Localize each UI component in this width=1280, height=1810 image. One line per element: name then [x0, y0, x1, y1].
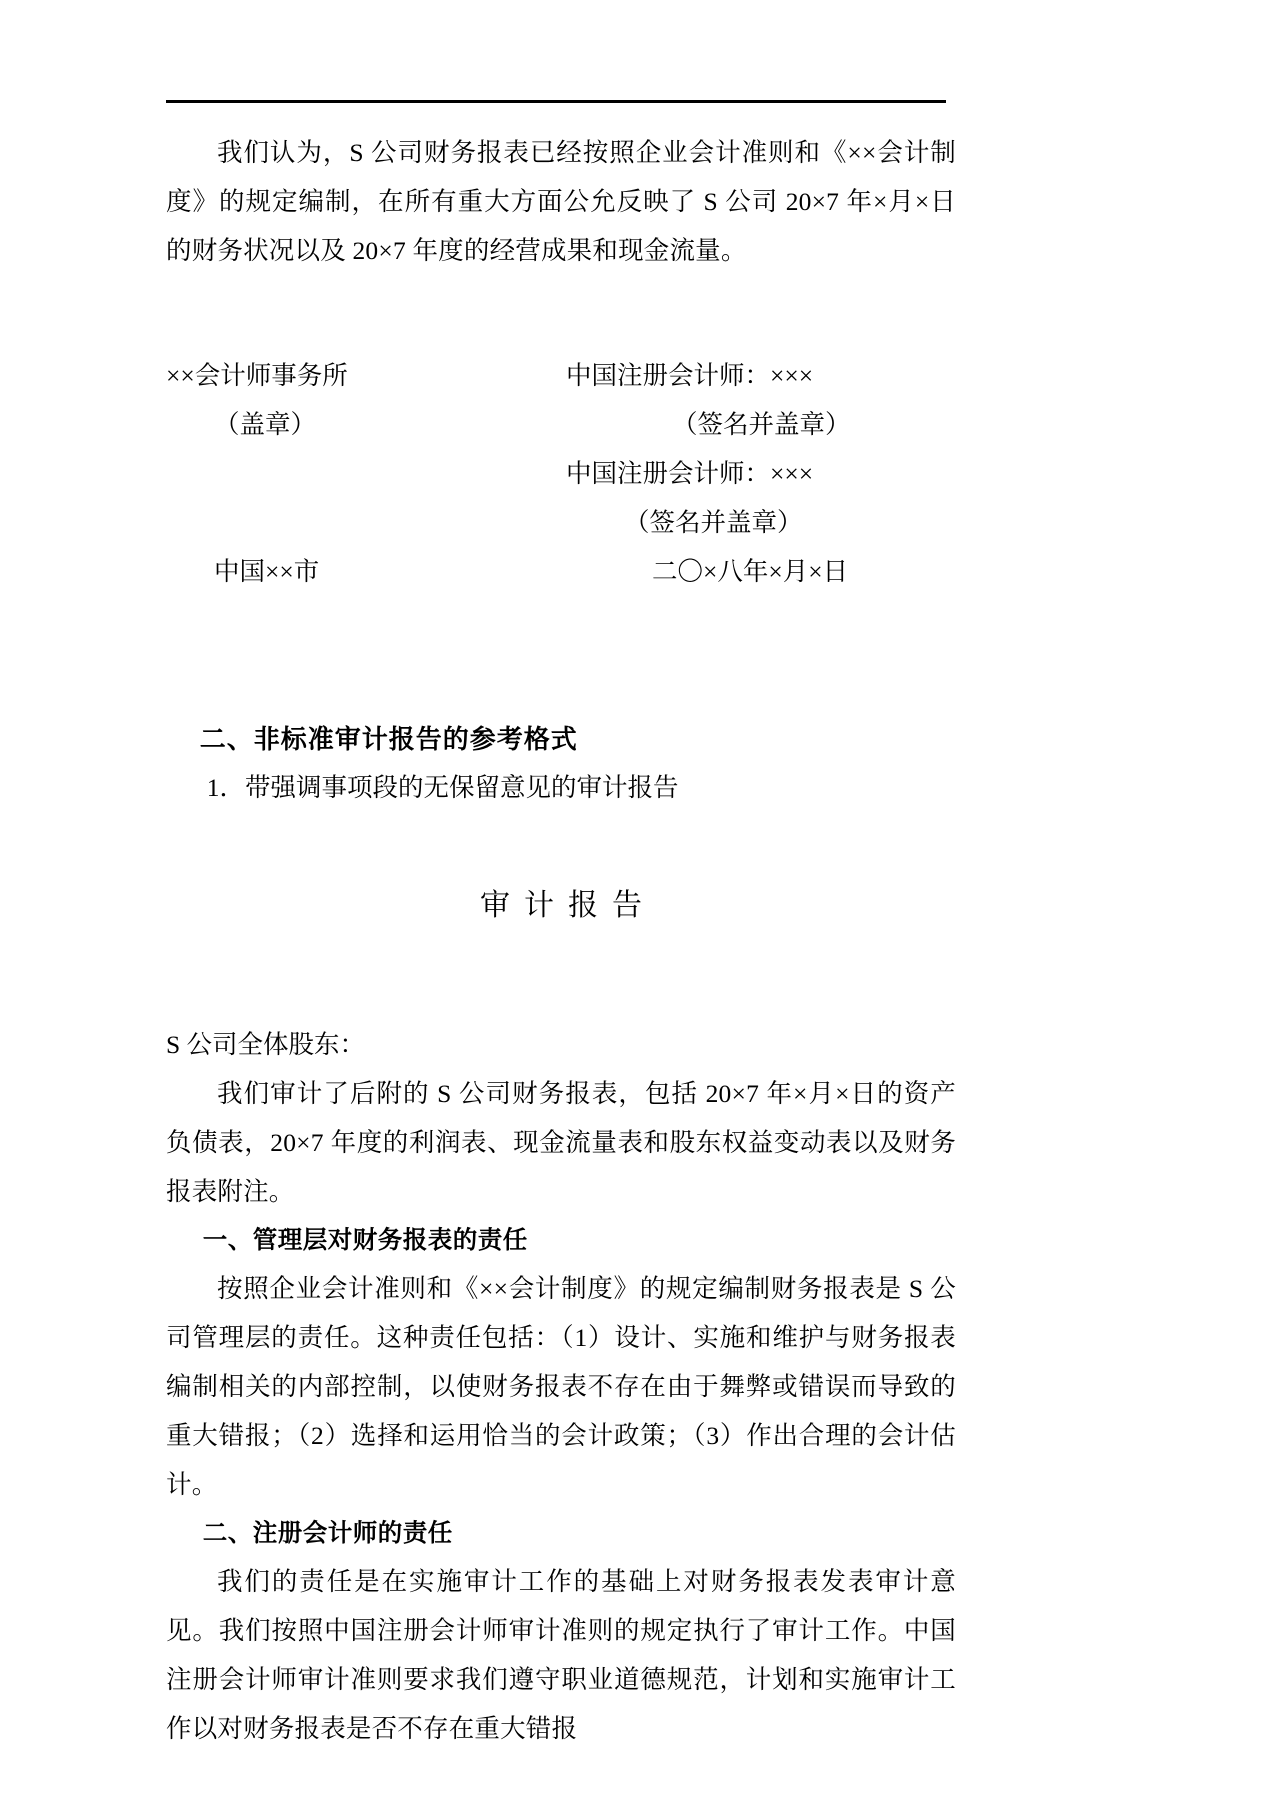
- signature-row-seal2: [166, 498, 956, 547]
- cpa-name-line-2: 中国注册会计师：×××: [566, 459, 814, 488]
- firm-seal-note: （盖章）: [214, 410, 317, 439]
- page-content: [166, 128, 956, 1753]
- spacer-7: [166, 1006, 956, 1020]
- subsection-body-management-responsibility: 按照企业会计准则和《××会计制度》的规定编制财务报表是 S 公司管理层的责任。这种责任包括：（1）设计、实施和维护与财务报表编制相关的内部控制，以使财务报表不存在由于舞弊或错误而导致的重大错报；（2）选择和运用恰当的会计政策；（3）作出合理的会计估计。: [166, 1274, 956, 1499]
- subsection-heading-cpa-responsibility: 二、注册会计师的责任: [202, 1518, 453, 1547]
- cpa-seal-note-2: （签名并盖章）: [624, 508, 803, 537]
- section-item-1: 1．带强调事项段的无保留意见的审计报告: [206, 773, 679, 802]
- subsection-body-cpa-responsibility: 我们的责任是在实施审计工作的基础上对财务报表发表审计意见。我们按照中国注册会计师审计准则的规定执行了审计工作。中国注册会计师审计准则要求我们遵守职业道德规范，计划和实施审计工作以对财务报表是否不存在重大错报: [166, 1567, 956, 1743]
- spacer-6: [166, 930, 956, 1006]
- report-addressee: S 公司全体股东：: [166, 1030, 366, 1059]
- signature-block: [166, 351, 956, 596]
- cpa-seal-note-1: （签名并盖章）: [672, 410, 851, 439]
- subsection-heading-management-responsibility: 一、管理层对财务报表的责任: [202, 1225, 528, 1254]
- spacer-3: [166, 672, 956, 716]
- header-rule: [166, 100, 946, 103]
- report-intro-paragraph: 我们审计了后附的 S 公司财务报表，包括 20×7 年×月×日的资产负债表，20×7 年度的利润表、现金流量表和股东权益变动表以及财务报表附注。: [166, 1079, 956, 1206]
- signature-row-seal: [166, 400, 956, 449]
- firm-name: ××会计师事务所: [166, 361, 348, 390]
- section-heading-two: 二、非标准审计报告的参考格式: [199, 725, 578, 755]
- opinion-paragraph: 我们认为，S 公司财务报表已经按照企业会计准则和《××会计制度》的规定编制，在所有重大方面公允反映了 S 公司 20×7 年×月×日的财务状况以及 20×7 年度的经营成果和现金流量。: [166, 138, 956, 265]
- signature-row-date: [166, 547, 956, 596]
- cpa-name-line-1: 中国注册会计师：×××: [566, 361, 814, 390]
- spacer: [166, 275, 956, 351]
- date-line: 二〇×八年×月×日: [652, 557, 849, 586]
- report-title: 审计报告: [480, 889, 656, 922]
- spacer-2: [166, 596, 956, 672]
- signature-row-cpa2: [166, 449, 956, 498]
- signature-row-firm: [166, 351, 956, 400]
- spacer-5: [166, 856, 956, 882]
- spacer-4: [166, 812, 956, 856]
- city-line: 中国××市: [214, 557, 320, 586]
